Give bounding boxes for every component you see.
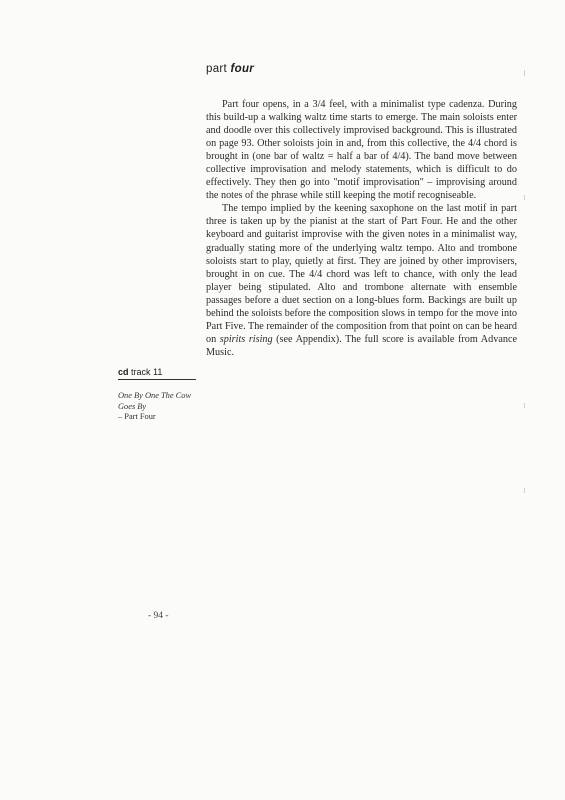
paragraph-2 <box>206 202 517 359</box>
heading-word-four: four <box>230 63 255 75</box>
track-subtitle: – Part Four <box>118 412 156 421</box>
scan-mark <box>524 488 525 493</box>
scan-mark <box>524 195 525 200</box>
cd-track-label <box>118 367 196 380</box>
body-text <box>206 98 517 359</box>
paragraph-2-tail: (see Appendix). The full score is available from Advance Music. <box>206 333 517 358</box>
album-title: spirits rising <box>219 333 273 345</box>
cd-label: cd <box>118 367 129 377</box>
track-label: track 11 <box>131 367 163 377</box>
paragraph-1: Part four opens, in a 3/4 feel, with a minimalist type cadenza. During this build-up a walking waltz time starts to emerge. The main soloists enter and doodle over this collectively improvised background. This is illustrated on page 93. Other soloists join in and, from this collective, the 4/4 chord is brought in (one bar of waltz = half a bar of 4/4). The band move between collective improvisation and melody statements, which is difficult to do effectively. They then go into "motif improvisation" – improvising around the notes of the phrase while still keeping the motif recogniseable. <box>206 99 517 202</box>
paragraph-2-text: The tempo implied by the keening saxophone on the last motif in part three is taken up by the pianist at the start of Part Four. He and the other keyboard and guitarist improvise with the given notes in a minimalist way, gradually stating more of the underlying waltz tempo. Alto and trombone soloists start to play, quietly at first. They are joined by other improvisers, brought in on cue. The 4/4 chord was left to chance, with only the lead player being stipulated. Alto and trombone alternate with ensemble passages before a duet section on a long-blues form. Backings are built up behind the soloists before the composition slows in tempo for the move into Part Five. The remainder of the composition from that point on can be heard on <box>206 203 518 345</box>
track-caption <box>118 391 208 423</box>
scan-mark <box>524 70 525 76</box>
section-heading <box>206 63 254 75</box>
scan-mark <box>524 403 525 408</box>
track-title: One By One The Cow Goes By <box>118 391 192 411</box>
page-number: - 94 - <box>148 611 169 621</box>
heading-word-part: part <box>206 63 228 75</box>
